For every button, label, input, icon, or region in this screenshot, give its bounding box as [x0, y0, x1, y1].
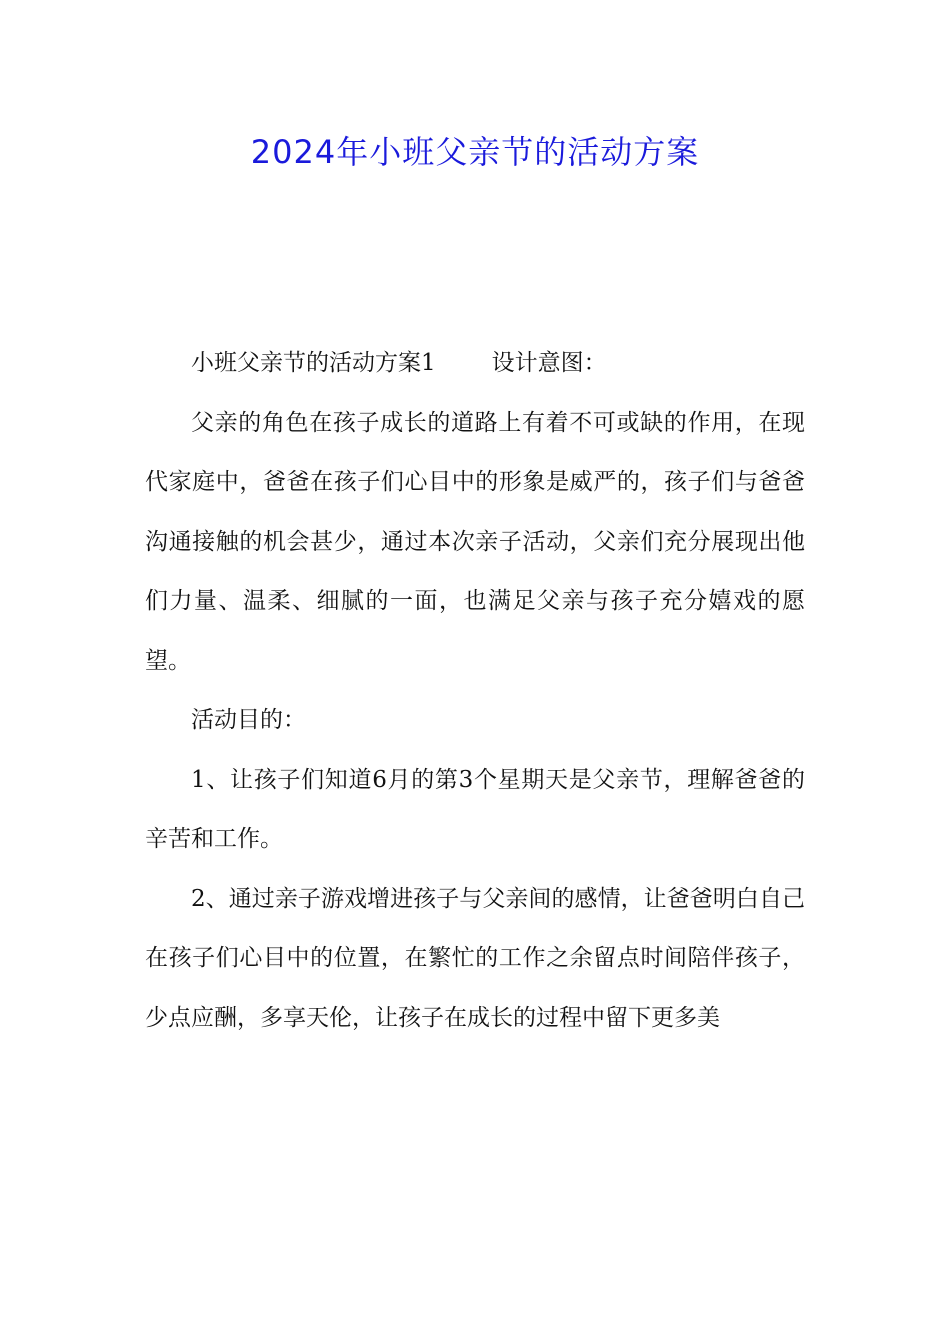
paragraph-goals-label: 活动目的： — [191, 707, 306, 733]
section-heading-line — [145, 334, 805, 394]
document-body — [145, 334, 805, 1048]
document-title: 2024年小班父亲节的活动方案 — [250, 133, 700, 171]
paragraph-goal-1: 1、让孩子们知道6月的第3个星期天是父亲节，理解爸爸的辛苦和工作。 — [145, 766, 805, 852]
paragraph-goal-2: 2、通过亲子游戏增进孩子与父亲间的感情，让爸爸明白自己在孩子们心目中的位置，在繁忙的工作之余留点时间陪伴孩子，少点应酬，多享天伦，让孩子在成长的过程中留下更多美 — [145, 885, 805, 1031]
paragraph-design-intent: 父亲的角色在孩子成长的道路上有着不可或缺的作用，在现代家庭中，爸爸在孩子们心目中的形象是威严的，孩子们与爸爸沟通接触的机会甚少，通过本次亲子活动，父亲们充分展现出他们力量、温柔、细腻的一面，也满足父亲与孩子充分嬉戏的愿望。 — [145, 409, 805, 674]
design-intent-label: 设计意图： — [491, 350, 607, 376]
plan-heading: 小班父亲节的活动方案1 — [191, 350, 436, 376]
